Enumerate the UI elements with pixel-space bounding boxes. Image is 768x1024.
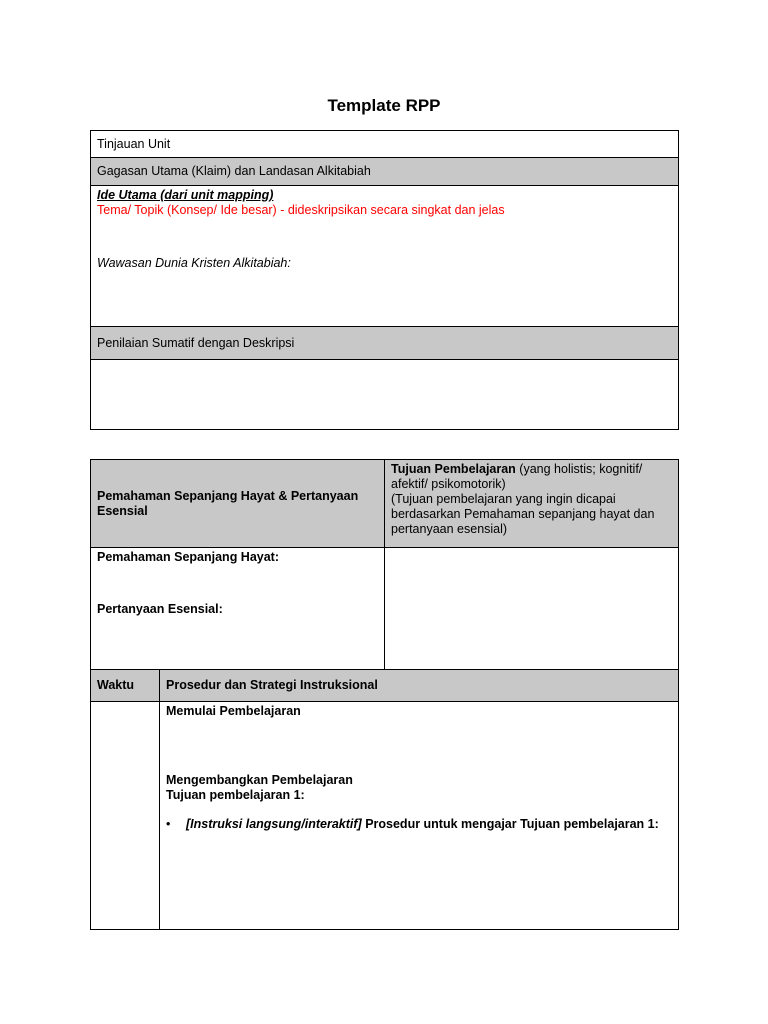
mengembangkan-label: Mengembangkan Pembelajaran	[166, 773, 353, 787]
objectives-cell[interactable]	[385, 548, 679, 670]
procedure-cell[interactable]	[160, 702, 679, 930]
objectives-header-rest: (yang holistis; kognitif/ afektif/ psikomotorik)	[391, 462, 643, 491]
main-idea-cell[interactable]	[91, 186, 679, 327]
pemahaman-label: Pemahaman Sepanjang Hayat:	[97, 550, 280, 564]
bullet-italic-text: [Instruksi langsung/interaktif]	[186, 817, 362, 831]
tema-instruction: Tema/ Topik (Konsep/ Ide besar) - dideskripsikan secara singkat dan jelas	[97, 203, 505, 217]
objectives-header-note: (Tujuan pembelajaran yang ingin dicapai berdasarkan Pemahaman sepanjang hayat dan pertanyaan esensial)	[391, 492, 655, 536]
lesson-plan-table	[90, 459, 679, 930]
waktu-header: Waktu	[91, 670, 160, 702]
summative-content-cell[interactable]	[91, 360, 679, 430]
tujuan1-label: Tujuan pembelajaran 1:	[166, 788, 305, 802]
understanding-header: Pemahaman Sepanjang Hayat & Pertanyaan Esensial	[91, 460, 385, 548]
pertanyaan-label: Pertanyaan Esensial:	[97, 602, 223, 616]
objectives-header	[385, 460, 679, 548]
objectives-header-bold: Tujuan Pembelajaran	[391, 462, 516, 476]
bullet-rest-text: Prosedur untuk mengajar Tujuan pembelajaran 1:	[361, 817, 659, 831]
procedure-header: Prosedur dan Strategi Instruksional	[160, 670, 679, 702]
waktu-cell[interactable]	[91, 702, 160, 930]
bullet-icon: •	[166, 817, 171, 831]
unit-overview-heading: Tinjauan Unit	[91, 131, 679, 158]
understanding-cell[interactable]	[91, 548, 385, 670]
list-item	[166, 817, 672, 832]
page-title: Template RPP	[327, 96, 441, 115]
main-idea-heading: Gagasan Utama (Klaim) dan Landasan Alkitabiah	[91, 158, 679, 186]
wawasan-label: Wawasan Dunia Kristen Alkitabiah:	[97, 256, 291, 270]
summative-heading: Penilaian Sumatif dengan Deskripsi	[91, 327, 679, 360]
ide-utama-label: Ide Utama (dari unit mapping)	[97, 188, 274, 202]
memulai-label: Memulai Pembelajaran	[166, 704, 301, 718]
unit-overview-table	[90, 130, 679, 430]
